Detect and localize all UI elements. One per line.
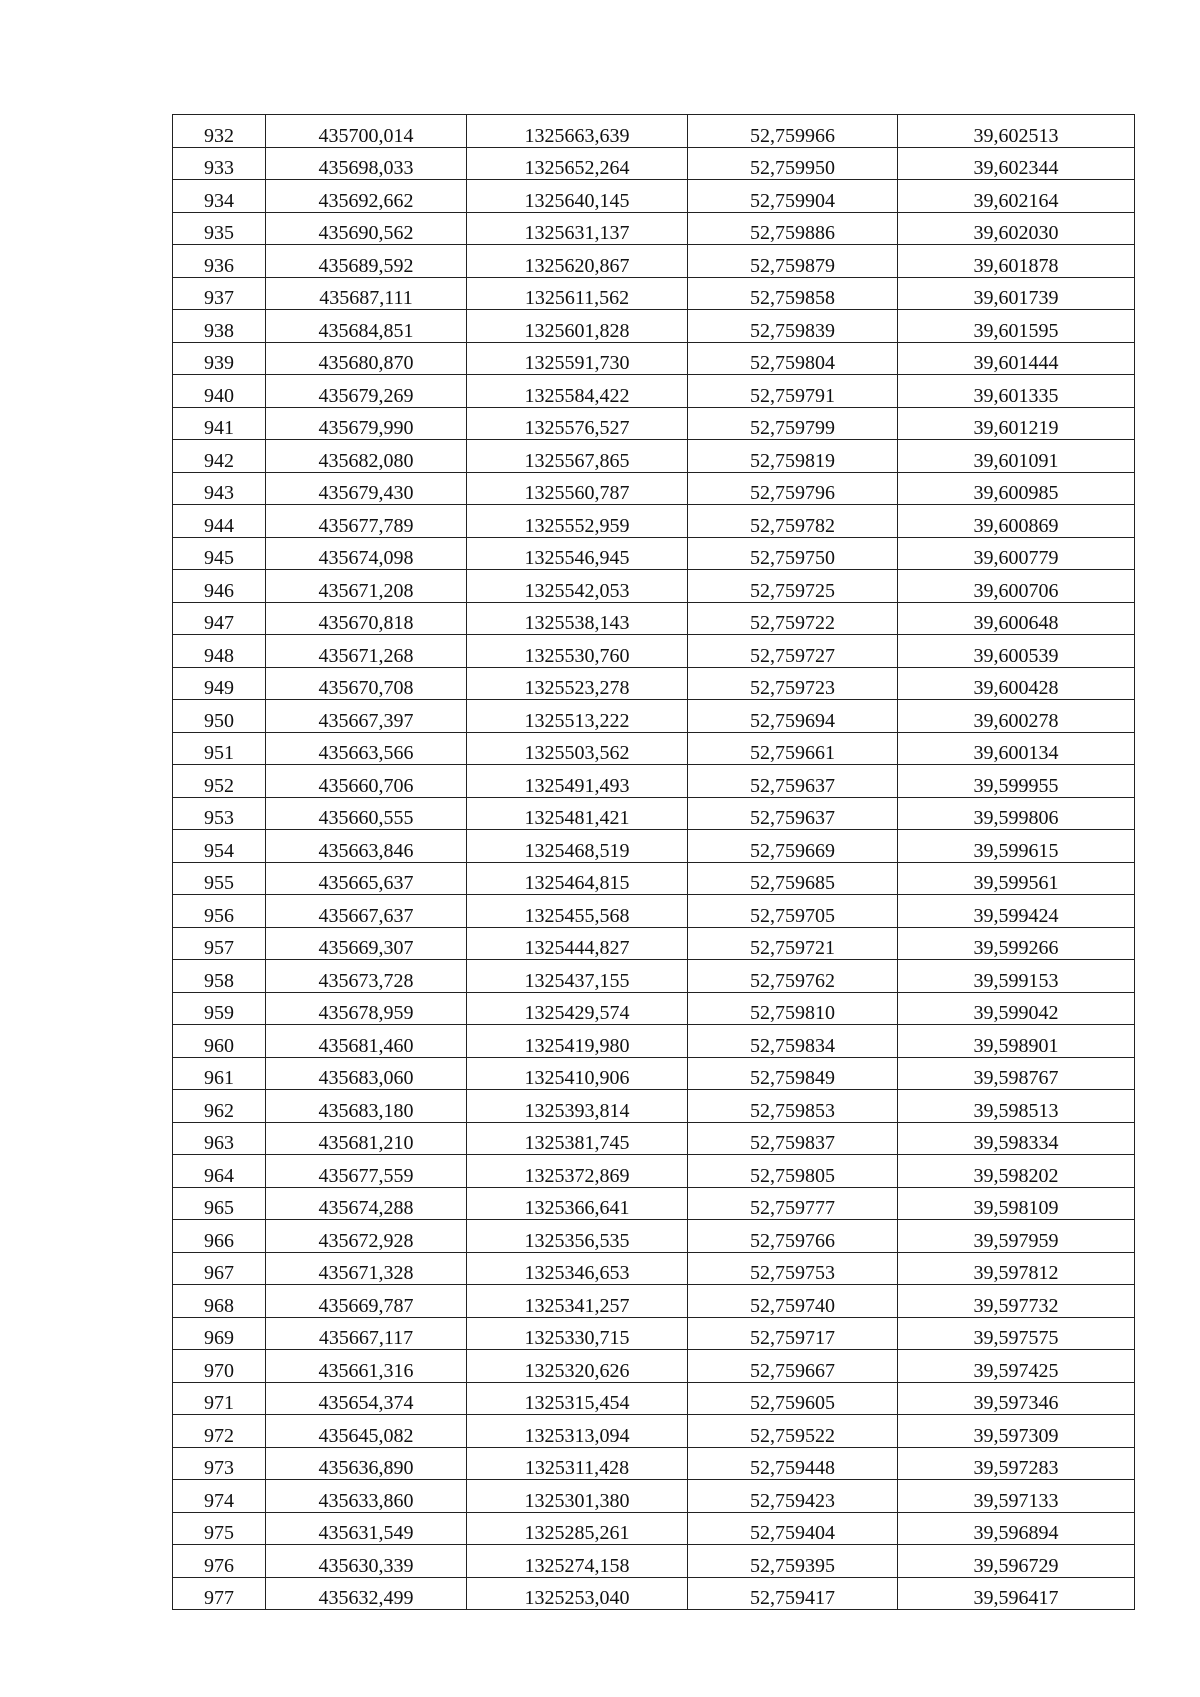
latitude-cell: 52,759950: [688, 147, 898, 180]
y-coordinate-cell: 1325253,040: [467, 1577, 688, 1610]
y-coordinate-cell: 1325274,158: [467, 1545, 688, 1578]
x-coordinate-cell: 435674,288: [266, 1187, 467, 1220]
table-row: [173, 245, 1135, 278]
point-number-cell: 951: [173, 732, 266, 765]
table-row: [173, 1025, 1135, 1058]
longitude-cell: 39,596729: [898, 1545, 1135, 1578]
x-coordinate-cell: 435679,430: [266, 472, 467, 505]
table-row: [173, 1220, 1135, 1253]
longitude-cell: 39,597425: [898, 1350, 1135, 1383]
y-coordinate-cell: 1325620,867: [467, 245, 688, 278]
point-number-cell: 953: [173, 797, 266, 830]
point-number-cell: 954: [173, 830, 266, 863]
point-number-cell: 949: [173, 667, 266, 700]
x-coordinate-cell: 435645,082: [266, 1415, 467, 1448]
longitude-cell: 39,602164: [898, 180, 1135, 213]
latitude-cell: 52,759879: [688, 245, 898, 278]
y-coordinate-cell: 1325591,730: [467, 342, 688, 375]
y-coordinate-cell: 1325552,959: [467, 505, 688, 538]
table-row: [173, 700, 1135, 733]
x-coordinate-cell: 435671,328: [266, 1252, 467, 1285]
table-row: [173, 1415, 1135, 1448]
latitude-cell: 52,759637: [688, 765, 898, 798]
y-coordinate-cell: 1325429,574: [467, 992, 688, 1025]
y-coordinate-cell: 1325346,653: [467, 1252, 688, 1285]
longitude-cell: 39,599266: [898, 927, 1135, 960]
point-number-cell: 955: [173, 862, 266, 895]
table-row: [173, 537, 1135, 570]
x-coordinate-cell: 435679,269: [266, 375, 467, 408]
table-row: [173, 1057, 1135, 1090]
table-row: [173, 1122, 1135, 1155]
y-coordinate-cell: 1325640,145: [467, 180, 688, 213]
point-number-cell: 952: [173, 765, 266, 798]
point-number-cell: 937: [173, 277, 266, 310]
table-row: [173, 1350, 1135, 1383]
point-number-cell: 959: [173, 992, 266, 1025]
x-coordinate-cell: 435670,818: [266, 602, 467, 635]
y-coordinate-cell: 1325468,519: [467, 830, 688, 863]
point-number-cell: 976: [173, 1545, 266, 1578]
x-coordinate-cell: 435673,728: [266, 960, 467, 993]
longitude-cell: 39,598513: [898, 1090, 1135, 1123]
y-coordinate-cell: 1325584,422: [467, 375, 688, 408]
longitude-cell: 39,601878: [898, 245, 1135, 278]
latitude-cell: 52,759395: [688, 1545, 898, 1578]
y-coordinate-cell: 1325444,827: [467, 927, 688, 960]
table-row: [173, 1545, 1135, 1578]
longitude-cell: 39,598202: [898, 1155, 1135, 1188]
point-number-cell: 933: [173, 147, 266, 180]
latitude-cell: 52,759799: [688, 407, 898, 440]
point-number-cell: 960: [173, 1025, 266, 1058]
table-row: [173, 1155, 1135, 1188]
latitude-cell: 52,759858: [688, 277, 898, 310]
latitude-cell: 52,759849: [688, 1057, 898, 1090]
table-row: [173, 212, 1135, 245]
x-coordinate-cell: 435660,555: [266, 797, 467, 830]
y-coordinate-cell: 1325419,980: [467, 1025, 688, 1058]
table-row: [173, 895, 1135, 928]
latitude-cell: 52,759522: [688, 1415, 898, 1448]
y-coordinate-cell: 1325513,222: [467, 700, 688, 733]
table-row: [173, 375, 1135, 408]
table-row: [173, 1512, 1135, 1545]
y-coordinate-cell: 1325356,535: [467, 1220, 688, 1253]
point-number-cell: 972: [173, 1415, 266, 1448]
y-coordinate-cell: 1325381,745: [467, 1122, 688, 1155]
latitude-cell: 52,759717: [688, 1317, 898, 1350]
point-number-cell: 964: [173, 1155, 266, 1188]
x-coordinate-cell: 435667,117: [266, 1317, 467, 1350]
point-number-cell: 958: [173, 960, 266, 993]
latitude-cell: 52,759725: [688, 570, 898, 603]
x-coordinate-cell: 435684,851: [266, 310, 467, 343]
table-row: [173, 407, 1135, 440]
longitude-cell: 39,599153: [898, 960, 1135, 993]
longitude-cell: 39,600134: [898, 732, 1135, 765]
table-row: [173, 927, 1135, 960]
table-row: [173, 180, 1135, 213]
latitude-cell: 52,759637: [688, 797, 898, 830]
y-coordinate-cell: 1325301,380: [467, 1480, 688, 1513]
table-row: [173, 765, 1135, 798]
x-coordinate-cell: 435670,708: [266, 667, 467, 700]
table-row: [173, 1447, 1135, 1480]
table-row: [173, 992, 1135, 1025]
longitude-cell: 39,600539: [898, 635, 1135, 668]
point-number-cell: 939: [173, 342, 266, 375]
latitude-cell: 52,759404: [688, 1512, 898, 1545]
longitude-cell: 39,602030: [898, 212, 1135, 245]
x-coordinate-cell: 435661,316: [266, 1350, 467, 1383]
longitude-cell: 39,596894: [898, 1512, 1135, 1545]
y-coordinate-cell: 1325313,094: [467, 1415, 688, 1448]
longitude-cell: 39,601595: [898, 310, 1135, 343]
table-row: [173, 1317, 1135, 1350]
latitude-cell: 52,759661: [688, 732, 898, 765]
table-row: [173, 440, 1135, 473]
table-row: [173, 830, 1135, 863]
y-coordinate-cell: 1325576,527: [467, 407, 688, 440]
longitude-cell: 39,599042: [898, 992, 1135, 1025]
point-number-cell: 965: [173, 1187, 266, 1220]
y-coordinate-cell: 1325372,869: [467, 1155, 688, 1188]
longitude-cell: 39,599424: [898, 895, 1135, 928]
x-coordinate-cell: 435660,706: [266, 765, 467, 798]
y-coordinate-cell: 1325546,945: [467, 537, 688, 570]
y-coordinate-cell: 1325491,493: [467, 765, 688, 798]
x-coordinate-cell: 435683,060: [266, 1057, 467, 1090]
longitude-cell: 39,600428: [898, 667, 1135, 700]
table-row: [173, 1090, 1135, 1123]
longitude-cell: 39,597959: [898, 1220, 1135, 1253]
table-row: [173, 602, 1135, 635]
point-number-cell: 957: [173, 927, 266, 960]
y-coordinate-cell: 1325320,626: [467, 1350, 688, 1383]
x-coordinate-cell: 435681,460: [266, 1025, 467, 1058]
latitude-cell: 52,759694: [688, 700, 898, 733]
longitude-cell: 39,597575: [898, 1317, 1135, 1350]
latitude-cell: 52,759669: [688, 830, 898, 863]
longitude-cell: 39,601335: [898, 375, 1135, 408]
x-coordinate-cell: 435669,307: [266, 927, 467, 960]
x-coordinate-cell: 435631,549: [266, 1512, 467, 1545]
longitude-cell: 39,597133: [898, 1480, 1135, 1513]
point-number-cell: 962: [173, 1090, 266, 1123]
table-row: [173, 277, 1135, 310]
point-number-cell: 935: [173, 212, 266, 245]
latitude-cell: 52,759448: [688, 1447, 898, 1480]
table-row: [173, 147, 1135, 180]
x-coordinate-cell: 435665,637: [266, 862, 467, 895]
table-row: [173, 960, 1135, 993]
y-coordinate-cell: 1325366,641: [467, 1187, 688, 1220]
longitude-cell: 39,597283: [898, 1447, 1135, 1480]
latitude-cell: 52,759605: [688, 1382, 898, 1415]
point-number-cell: 942: [173, 440, 266, 473]
table-row: [173, 1382, 1135, 1415]
latitude-cell: 52,759685: [688, 862, 898, 895]
y-coordinate-cell: 1325611,562: [467, 277, 688, 310]
point-number-cell: 946: [173, 570, 266, 603]
y-coordinate-cell: 1325437,155: [467, 960, 688, 993]
latitude-cell: 52,759723: [688, 667, 898, 700]
latitude-cell: 52,759423: [688, 1480, 898, 1513]
point-number-cell: 961: [173, 1057, 266, 1090]
y-coordinate-cell: 1325455,568: [467, 895, 688, 928]
x-coordinate-cell: 435633,860: [266, 1480, 467, 1513]
table-row: [173, 797, 1135, 830]
x-coordinate-cell: 435667,637: [266, 895, 467, 928]
point-number-cell: 974: [173, 1480, 266, 1513]
point-number-cell: 969: [173, 1317, 266, 1350]
longitude-cell: 39,600869: [898, 505, 1135, 538]
latitude-cell: 52,759762: [688, 960, 898, 993]
y-coordinate-cell: 1325601,828: [467, 310, 688, 343]
point-number-cell: 934: [173, 180, 266, 213]
x-coordinate-cell: 435698,033: [266, 147, 467, 180]
y-coordinate-cell: 1325567,865: [467, 440, 688, 473]
latitude-cell: 52,759722: [688, 602, 898, 635]
latitude-cell: 52,759667: [688, 1350, 898, 1383]
longitude-cell: 39,600706: [898, 570, 1135, 603]
y-coordinate-cell: 1325330,715: [467, 1317, 688, 1350]
longitude-cell: 39,598334: [898, 1122, 1135, 1155]
point-number-cell: 973: [173, 1447, 266, 1480]
y-coordinate-cell: 1325631,137: [467, 212, 688, 245]
table-row: [173, 862, 1135, 895]
y-coordinate-cell: 1325503,562: [467, 732, 688, 765]
latitude-cell: 52,759966: [688, 115, 898, 148]
longitude-cell: 39,602344: [898, 147, 1135, 180]
longitude-cell: 39,601091: [898, 440, 1135, 473]
x-coordinate-cell: 435632,499: [266, 1577, 467, 1610]
point-number-cell: 975: [173, 1512, 266, 1545]
latitude-cell: 52,759766: [688, 1220, 898, 1253]
y-coordinate-cell: 1325341,257: [467, 1285, 688, 1318]
latitude-cell: 52,759810: [688, 992, 898, 1025]
longitude-cell: 39,597812: [898, 1252, 1135, 1285]
x-coordinate-cell: 435636,890: [266, 1447, 467, 1480]
point-number-cell: 966: [173, 1220, 266, 1253]
table-row: [173, 570, 1135, 603]
x-coordinate-cell: 435677,559: [266, 1155, 467, 1188]
table-row: [173, 342, 1135, 375]
latitude-cell: 52,759740: [688, 1285, 898, 1318]
latitude-cell: 52,759727: [688, 635, 898, 668]
y-coordinate-cell: 1325464,815: [467, 862, 688, 895]
point-number-cell: 971: [173, 1382, 266, 1415]
longitude-cell: 39,597732: [898, 1285, 1135, 1318]
table-row: [173, 1187, 1135, 1220]
longitude-cell: 39,600985: [898, 472, 1135, 505]
x-coordinate-cell: 435689,592: [266, 245, 467, 278]
y-coordinate-cell: 1325652,264: [467, 147, 688, 180]
y-coordinate-cell: 1325663,639: [467, 115, 688, 148]
point-number-cell: 943: [173, 472, 266, 505]
x-coordinate-cell: 435630,339: [266, 1545, 467, 1578]
y-coordinate-cell: 1325315,454: [467, 1382, 688, 1415]
latitude-cell: 52,759753: [688, 1252, 898, 1285]
point-number-cell: 936: [173, 245, 266, 278]
table-row: [173, 667, 1135, 700]
latitude-cell: 52,759834: [688, 1025, 898, 1058]
point-number-cell: 950: [173, 700, 266, 733]
x-coordinate-cell: 435674,098: [266, 537, 467, 570]
y-coordinate-cell: 1325530,760: [467, 635, 688, 668]
latitude-cell: 52,759804: [688, 342, 898, 375]
x-coordinate-cell: 435677,789: [266, 505, 467, 538]
longitude-cell: 39,599806: [898, 797, 1135, 830]
point-number-cell: 940: [173, 375, 266, 408]
table-row: [173, 505, 1135, 538]
longitude-cell: 39,601444: [898, 342, 1135, 375]
y-coordinate-cell: 1325523,278: [467, 667, 688, 700]
point-number-cell: 967: [173, 1252, 266, 1285]
coordinates-table: [172, 114, 1135, 1610]
x-coordinate-cell: 435669,787: [266, 1285, 467, 1318]
x-coordinate-cell: 435671,268: [266, 635, 467, 668]
longitude-cell: 39,602513: [898, 115, 1135, 148]
latitude-cell: 52,759791: [688, 375, 898, 408]
longitude-cell: 39,600648: [898, 602, 1135, 635]
point-number-cell: 932: [173, 115, 266, 148]
x-coordinate-cell: 435678,959: [266, 992, 467, 1025]
point-number-cell: 956: [173, 895, 266, 928]
point-number-cell: 970: [173, 1350, 266, 1383]
x-coordinate-cell: 435672,928: [266, 1220, 467, 1253]
latitude-cell: 52,759796: [688, 472, 898, 505]
longitude-cell: 39,598767: [898, 1057, 1135, 1090]
point-number-cell: 945: [173, 537, 266, 570]
longitude-cell: 39,601739: [898, 277, 1135, 310]
latitude-cell: 52,759805: [688, 1155, 898, 1188]
point-number-cell: 948: [173, 635, 266, 668]
y-coordinate-cell: 1325542,053: [467, 570, 688, 603]
longitude-cell: 39,596417: [898, 1577, 1135, 1610]
y-coordinate-cell: 1325481,421: [467, 797, 688, 830]
point-number-cell: 944: [173, 505, 266, 538]
x-coordinate-cell: 435667,397: [266, 700, 467, 733]
x-coordinate-cell: 435663,846: [266, 830, 467, 863]
point-number-cell: 941: [173, 407, 266, 440]
table-row: [173, 1577, 1135, 1610]
longitude-cell: 39,597346: [898, 1382, 1135, 1415]
table-row: [173, 1252, 1135, 1285]
coordinates-table-body: [173, 115, 1135, 1610]
latitude-cell: 52,759782: [688, 505, 898, 538]
point-number-cell: 968: [173, 1285, 266, 1318]
latitude-cell: 52,759853: [688, 1090, 898, 1123]
x-coordinate-cell: 435681,210: [266, 1122, 467, 1155]
longitude-cell: 39,599561: [898, 862, 1135, 895]
y-coordinate-cell: 1325311,428: [467, 1447, 688, 1480]
x-coordinate-cell: 435654,374: [266, 1382, 467, 1415]
x-coordinate-cell: 435671,208: [266, 570, 467, 603]
y-coordinate-cell: 1325285,261: [467, 1512, 688, 1545]
longitude-cell: 39,600278: [898, 700, 1135, 733]
latitude-cell: 52,759819: [688, 440, 898, 473]
table-row: [173, 472, 1135, 505]
table-row: [173, 115, 1135, 148]
latitude-cell: 52,759886: [688, 212, 898, 245]
table-row: [173, 310, 1135, 343]
latitude-cell: 52,759705: [688, 895, 898, 928]
y-coordinate-cell: 1325560,787: [467, 472, 688, 505]
y-coordinate-cell: 1325538,143: [467, 602, 688, 635]
longitude-cell: 39,598901: [898, 1025, 1135, 1058]
latitude-cell: 52,759837: [688, 1122, 898, 1155]
table-row: [173, 1480, 1135, 1513]
latitude-cell: 52,759750: [688, 537, 898, 570]
x-coordinate-cell: 435700,014: [266, 115, 467, 148]
x-coordinate-cell: 435663,566: [266, 732, 467, 765]
x-coordinate-cell: 435682,080: [266, 440, 467, 473]
point-number-cell: 977: [173, 1577, 266, 1610]
table-row: [173, 635, 1135, 668]
point-number-cell: 947: [173, 602, 266, 635]
table-row: [173, 732, 1135, 765]
latitude-cell: 52,759777: [688, 1187, 898, 1220]
x-coordinate-cell: 435692,662: [266, 180, 467, 213]
x-coordinate-cell: 435683,180: [266, 1090, 467, 1123]
longitude-cell: 39,600779: [898, 537, 1135, 570]
y-coordinate-cell: 1325410,906: [467, 1057, 688, 1090]
y-coordinate-cell: 1325393,814: [467, 1090, 688, 1123]
latitude-cell: 52,759417: [688, 1577, 898, 1610]
x-coordinate-cell: 435690,562: [266, 212, 467, 245]
latitude-cell: 52,759839: [688, 310, 898, 343]
point-number-cell: 963: [173, 1122, 266, 1155]
longitude-cell: 39,601219: [898, 407, 1135, 440]
point-number-cell: 938: [173, 310, 266, 343]
latitude-cell: 52,759721: [688, 927, 898, 960]
x-coordinate-cell: 435680,870: [266, 342, 467, 375]
longitude-cell: 39,597309: [898, 1415, 1135, 1448]
longitude-cell: 39,598109: [898, 1187, 1135, 1220]
x-coordinate-cell: 435679,990: [266, 407, 467, 440]
x-coordinate-cell: 435687,111: [266, 277, 467, 310]
latitude-cell: 52,759904: [688, 180, 898, 213]
table-row: [173, 1285, 1135, 1318]
longitude-cell: 39,599955: [898, 765, 1135, 798]
longitude-cell: 39,599615: [898, 830, 1135, 863]
